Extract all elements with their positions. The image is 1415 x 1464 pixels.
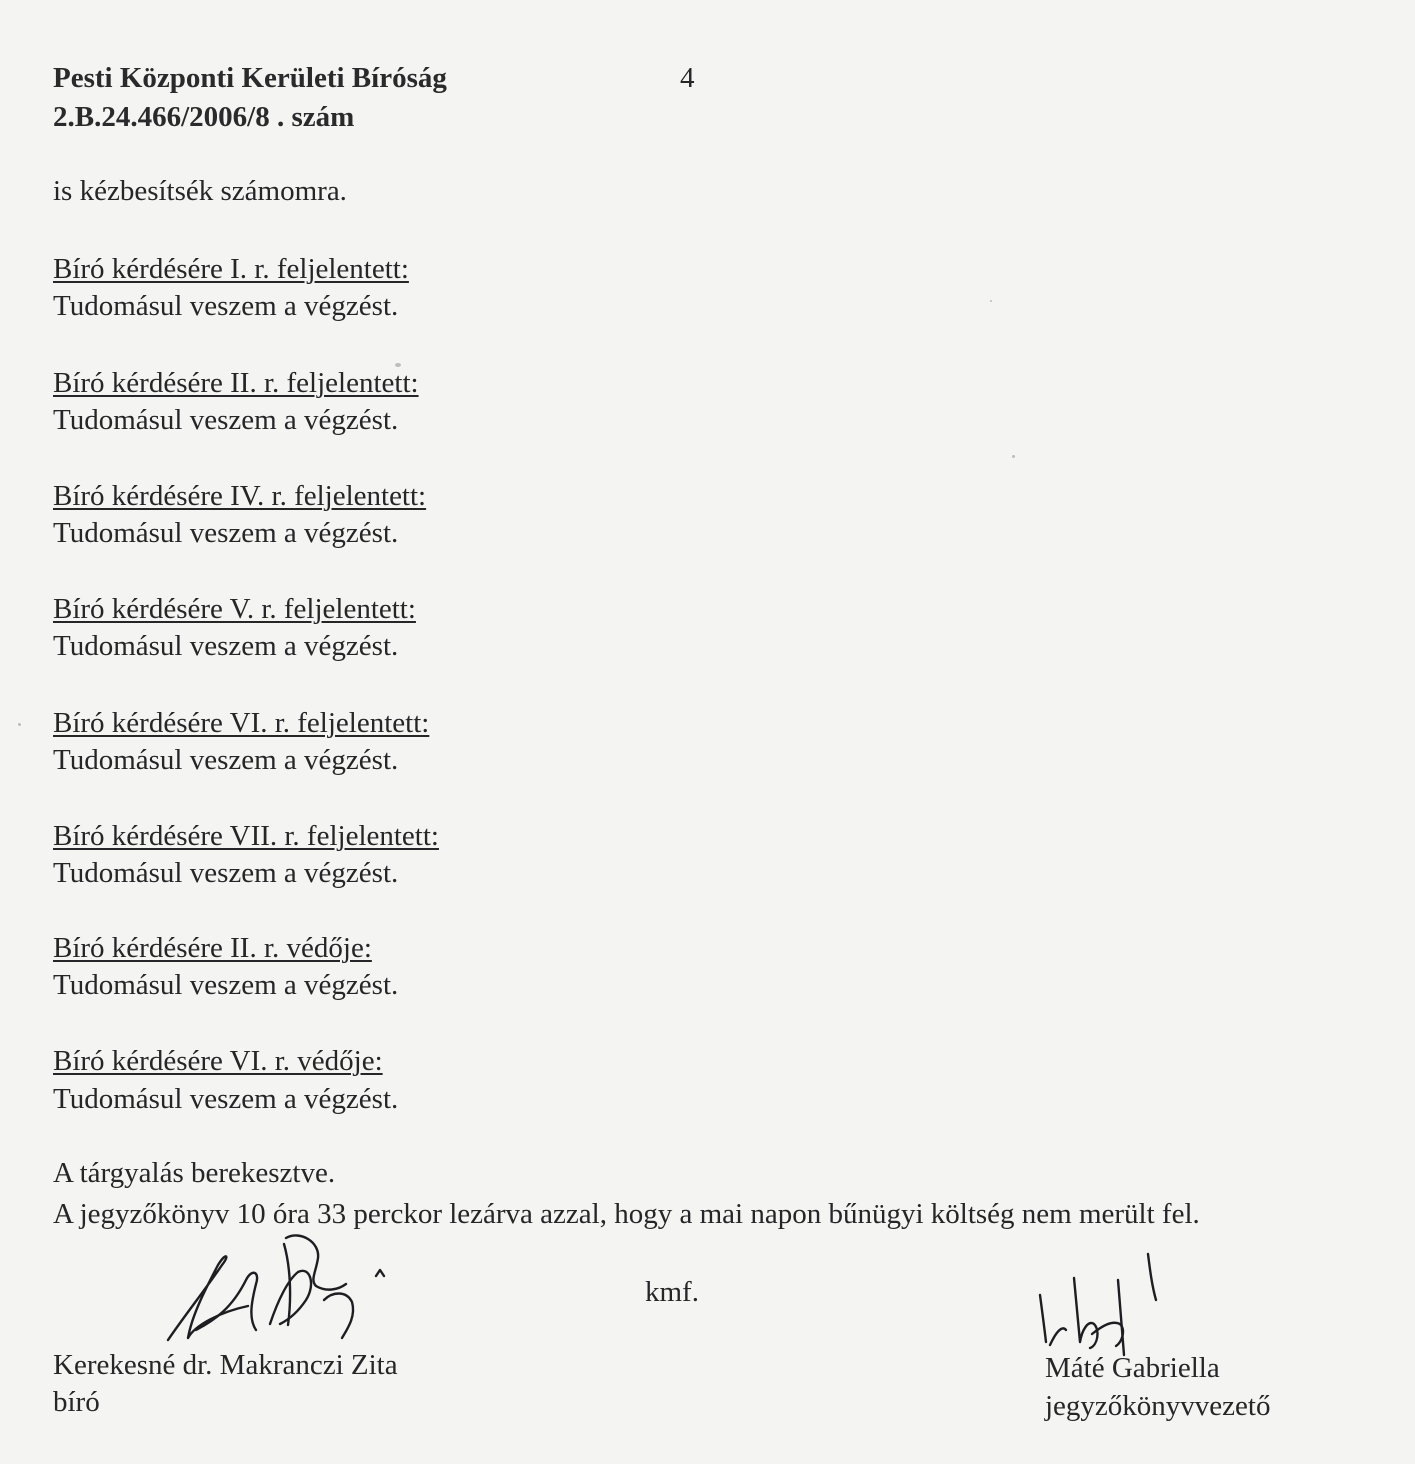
statement-answer: Tudomásul veszem a végzést. — [53, 969, 399, 1001]
statement-question: Bíró kérdésére II. r. védője: — [53, 932, 372, 964]
clerk-name: Máté Gabriella — [1045, 1352, 1220, 1384]
closing-line-1: A tárgyalás berekesztve. — [53, 1157, 336, 1189]
clerk-role: jegyzőkönyvvezető — [1045, 1390, 1271, 1422]
statement-question: Bíró kérdésére VI. r. feljelentett: — [53, 707, 430, 739]
scan-speck — [395, 363, 401, 367]
page-number: 4 — [680, 62, 695, 94]
statement-question: Bíró kérdésére I. r. feljelentett: — [53, 253, 409, 285]
scan-speck — [18, 723, 21, 726]
closing-line-2: A jegyzőkönyv 10 óra 33 perckor lezárva azzal, hogy a mai napon bűnügyi költség nem merült fel. — [53, 1198, 1200, 1230]
statement-answer: Tudomásul veszem a végzést. — [53, 857, 399, 889]
statement-answer: Tudomásul veszem a végzést. — [53, 1083, 399, 1115]
statement-question: Bíró kérdésére II. r. feljelentett: — [53, 367, 419, 399]
statement-question: Bíró kérdésére VI. r. védője: — [53, 1045, 383, 1077]
judge-role: bíró — [53, 1386, 100, 1418]
statement-question: Bíró kérdésére IV. r. feljelentett: — [53, 480, 427, 512]
scan-speck — [1012, 455, 1015, 458]
clerk-signature-icon — [1030, 1250, 1170, 1360]
judge-name: Kerekesné dr. Makranczi Zita — [53, 1349, 398, 1381]
scan-speck — [990, 300, 992, 302]
case-number: 2.B.24.466/2006/8 . szám — [53, 101, 355, 133]
kmf-label: kmf. — [645, 1276, 699, 1308]
statement-answer: Tudomásul veszem a végzést. — [53, 744, 399, 776]
intro-text: is kézbesítsék számomra. — [53, 175, 347, 207]
court-name: Pesti Központi Kerületi Bíróság — [53, 62, 447, 94]
statement-answer: Tudomásul veszem a végzést. — [53, 517, 399, 549]
statement-answer: Tudomásul veszem a végzést. — [53, 630, 399, 662]
statement-answer: Tudomásul veszem a végzést. — [53, 290, 399, 322]
judge-signature-icon — [160, 1220, 390, 1350]
statement-question: Bíró kérdésére VII. r. feljelentett: — [53, 820, 439, 852]
statement-answer: Tudomásul veszem a végzést. — [53, 404, 399, 436]
statement-question: Bíró kérdésére V. r. feljelentett: — [53, 593, 416, 625]
